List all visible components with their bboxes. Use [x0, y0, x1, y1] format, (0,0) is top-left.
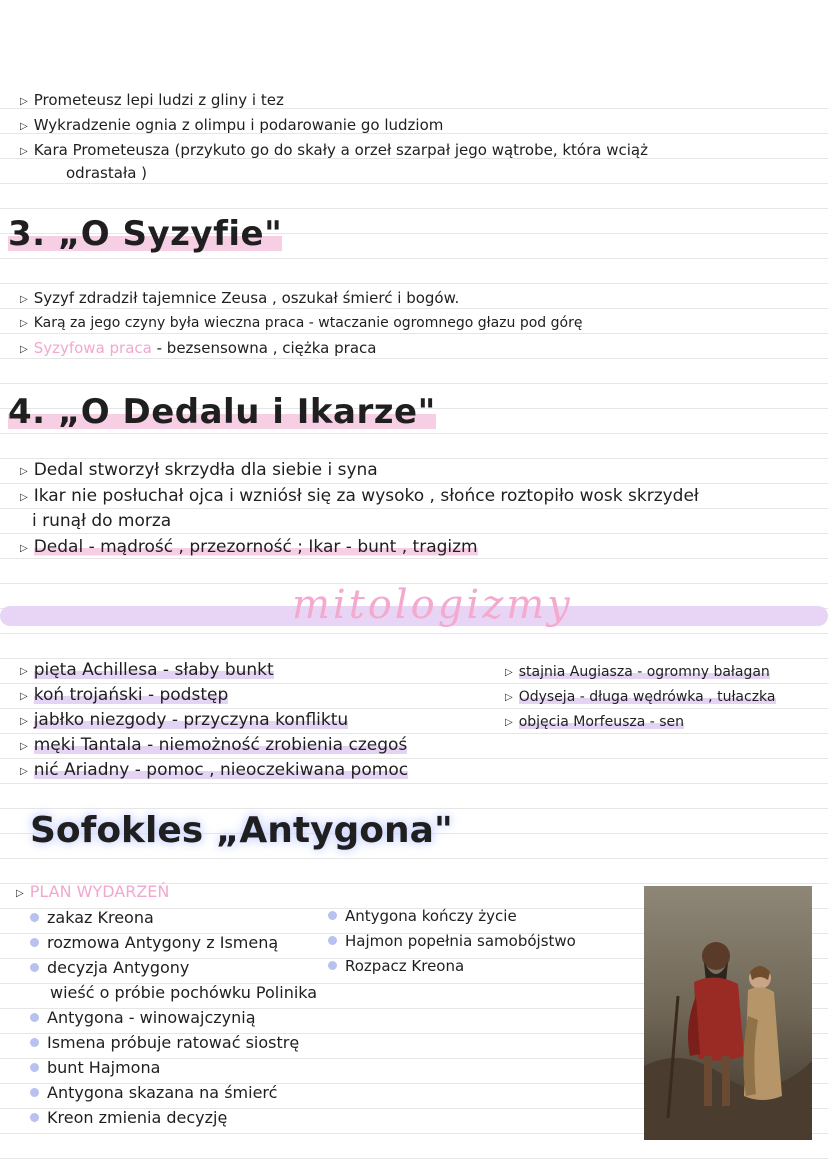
- prometeusz-line-4: odrastała ): [66, 164, 148, 182]
- triangle-bullet-icon: ▷: [20, 543, 28, 554]
- dot-bullet-icon: [30, 963, 39, 972]
- plan-left-item: bunt Hajmona: [30, 1058, 160, 1078]
- mito-right-item: ▷ stajnia Augiasza - ogromny bałagan: [505, 662, 770, 683]
- triangle-bullet-icon: ▷: [505, 667, 513, 678]
- triangle-bullet-icon: ▷: [20, 741, 28, 752]
- dot-bullet-icon: [30, 1013, 39, 1022]
- mitologizmy-title: mitologizmy: [292, 582, 573, 628]
- plan-left-item: rozmowa Antygony z Ismeną: [30, 933, 278, 953]
- triangle-bullet-icon: ▷: [505, 692, 513, 703]
- syzyf-line-3: ▷ Syzyfowa praca - bezsensowna , ciężka praca: [20, 338, 376, 360]
- plan-left-item: Ismena próbuje ratować siostrę: [30, 1033, 299, 1053]
- triangle-bullet-icon: ▷: [20, 344, 28, 355]
- prometeusz-line-3: ▷ Kara Prometeusza (przykuto go do skały a orzeł szarpał jego wątrobe, która wciąż: [20, 140, 648, 162]
- dot-bullet-icon: [30, 1038, 39, 1047]
- triangle-bullet-icon: ▷: [505, 717, 513, 728]
- mito-left-item: ▷ jabłko niezgody - przyczyna konfliktu: [20, 710, 349, 730]
- dedal-line-4: ▷ Dedal - mądrość , przezorność ; Ikar - bunt , tragizm: [20, 537, 478, 557]
- triangle-bullet-icon: ▷: [20, 716, 28, 727]
- mito-right-item: ▷ Odyseja - długa wędrówka , tułaczka: [505, 687, 776, 708]
- dedal-line-2: ▷ Ikar nie posłuchał ojca i wzniósł się za wysoko , słońce roztopiło wosk skrzydeł: [20, 486, 699, 506]
- oedipus-antigone-painting: [644, 886, 812, 1140]
- plan-right-item: Hajmon popełnia samobójstwo: [328, 931, 576, 951]
- dedal-heading: 4. „O Dedalu i Ikarze": [8, 392, 436, 432]
- mito-left-item: ▷ męki Tantala - niemożność zrobienia czegoś: [20, 735, 408, 755]
- prometeusz-line-2: ▷ Wykradzenie ognia z olimpu i podarowanie go ludziom: [20, 115, 443, 137]
- syzyf-line-2: ▷ Karą za jego czyny była wieczna praca - wtaczanie ogromnego głazu pod górę: [20, 313, 582, 334]
- prometeusz-line-1: ▷ Prometeusz lepi ludzi z gliny i tez: [20, 90, 284, 112]
- plan-label: ▷ PLAN WYDARZEŃ: [16, 882, 169, 904]
- triangle-bullet-icon: ▷: [20, 121, 28, 132]
- dedal-line-3: i runął do morza: [32, 511, 172, 531]
- plan-right-item: Antygona kończy życie: [328, 906, 517, 926]
- triangle-bullet-icon: ▷: [20, 666, 28, 677]
- dot-bullet-icon: [30, 1088, 39, 1097]
- dot-bullet-icon: [30, 1063, 39, 1072]
- dot-bullet-icon: [328, 936, 337, 945]
- triangle-bullet-icon: ▷: [20, 96, 28, 107]
- plan-right-item: Rozpacz Kreona: [328, 956, 464, 976]
- top-margin: [0, 0, 828, 84]
- dedal-line-1: ▷ Dedal stworzył skrzydła dla siebie i syna: [20, 460, 378, 480]
- plan-left-item: Kreon zmienia decyzję: [30, 1108, 227, 1128]
- syzyf-line-1: ▷ Syzyf zdradził tajemnice Zeusa , oszukał śmierć i bogów.: [20, 288, 459, 310]
- syzyfowa-praca-label: Syzyfowa praca: [33, 339, 152, 357]
- triangle-bullet-icon: ▷: [20, 492, 28, 503]
- mito-left-item: ▷ pięta Achillesa - słaby bunkt: [20, 660, 274, 680]
- plan-left-item: Antygona - winowajczynią: [30, 1008, 256, 1028]
- antygona-heading: Sofokles „Antygona": [30, 810, 453, 851]
- triangle-bullet-icon: ▷: [20, 466, 28, 477]
- plan-left-item: Antygona skazana na śmierć: [30, 1083, 277, 1103]
- dot-bullet-icon: [30, 913, 39, 922]
- dot-bullet-icon: [30, 938, 39, 947]
- syzyf-heading: 3. „O Syzyfie": [8, 214, 283, 254]
- triangle-bullet-icon: ▷: [20, 294, 28, 305]
- triangle-bullet-icon: ▷: [20, 318, 28, 329]
- triangle-bullet-icon: ▷: [20, 146, 28, 157]
- dot-bullet-icon: [328, 961, 337, 970]
- dot-bullet-icon: [328, 911, 337, 920]
- mito-left-item: ▷ koń trojański - podstęp: [20, 685, 229, 705]
- mito-left-item: ▷ nić Ariadny - pomoc , nieoczekiwana pomoc: [20, 760, 409, 780]
- plan-left-item-continuation: wieść o próbie pochówku Polinika: [50, 983, 318, 1002]
- triangle-bullet-icon: ▷: [20, 691, 28, 702]
- triangle-bullet-icon: ▷: [20, 766, 28, 777]
- dot-bullet-icon: [30, 1113, 39, 1122]
- plan-left-item: zakaz Kreona: [30, 908, 154, 928]
- plan-left-item: decyzja Antygony: [30, 958, 189, 978]
- mito-right-item: ▷ objęcia Morfeusza - sen: [505, 712, 684, 733]
- triangle-bullet-icon: ▷: [16, 888, 24, 899]
- painting-illustration: [644, 886, 812, 1140]
